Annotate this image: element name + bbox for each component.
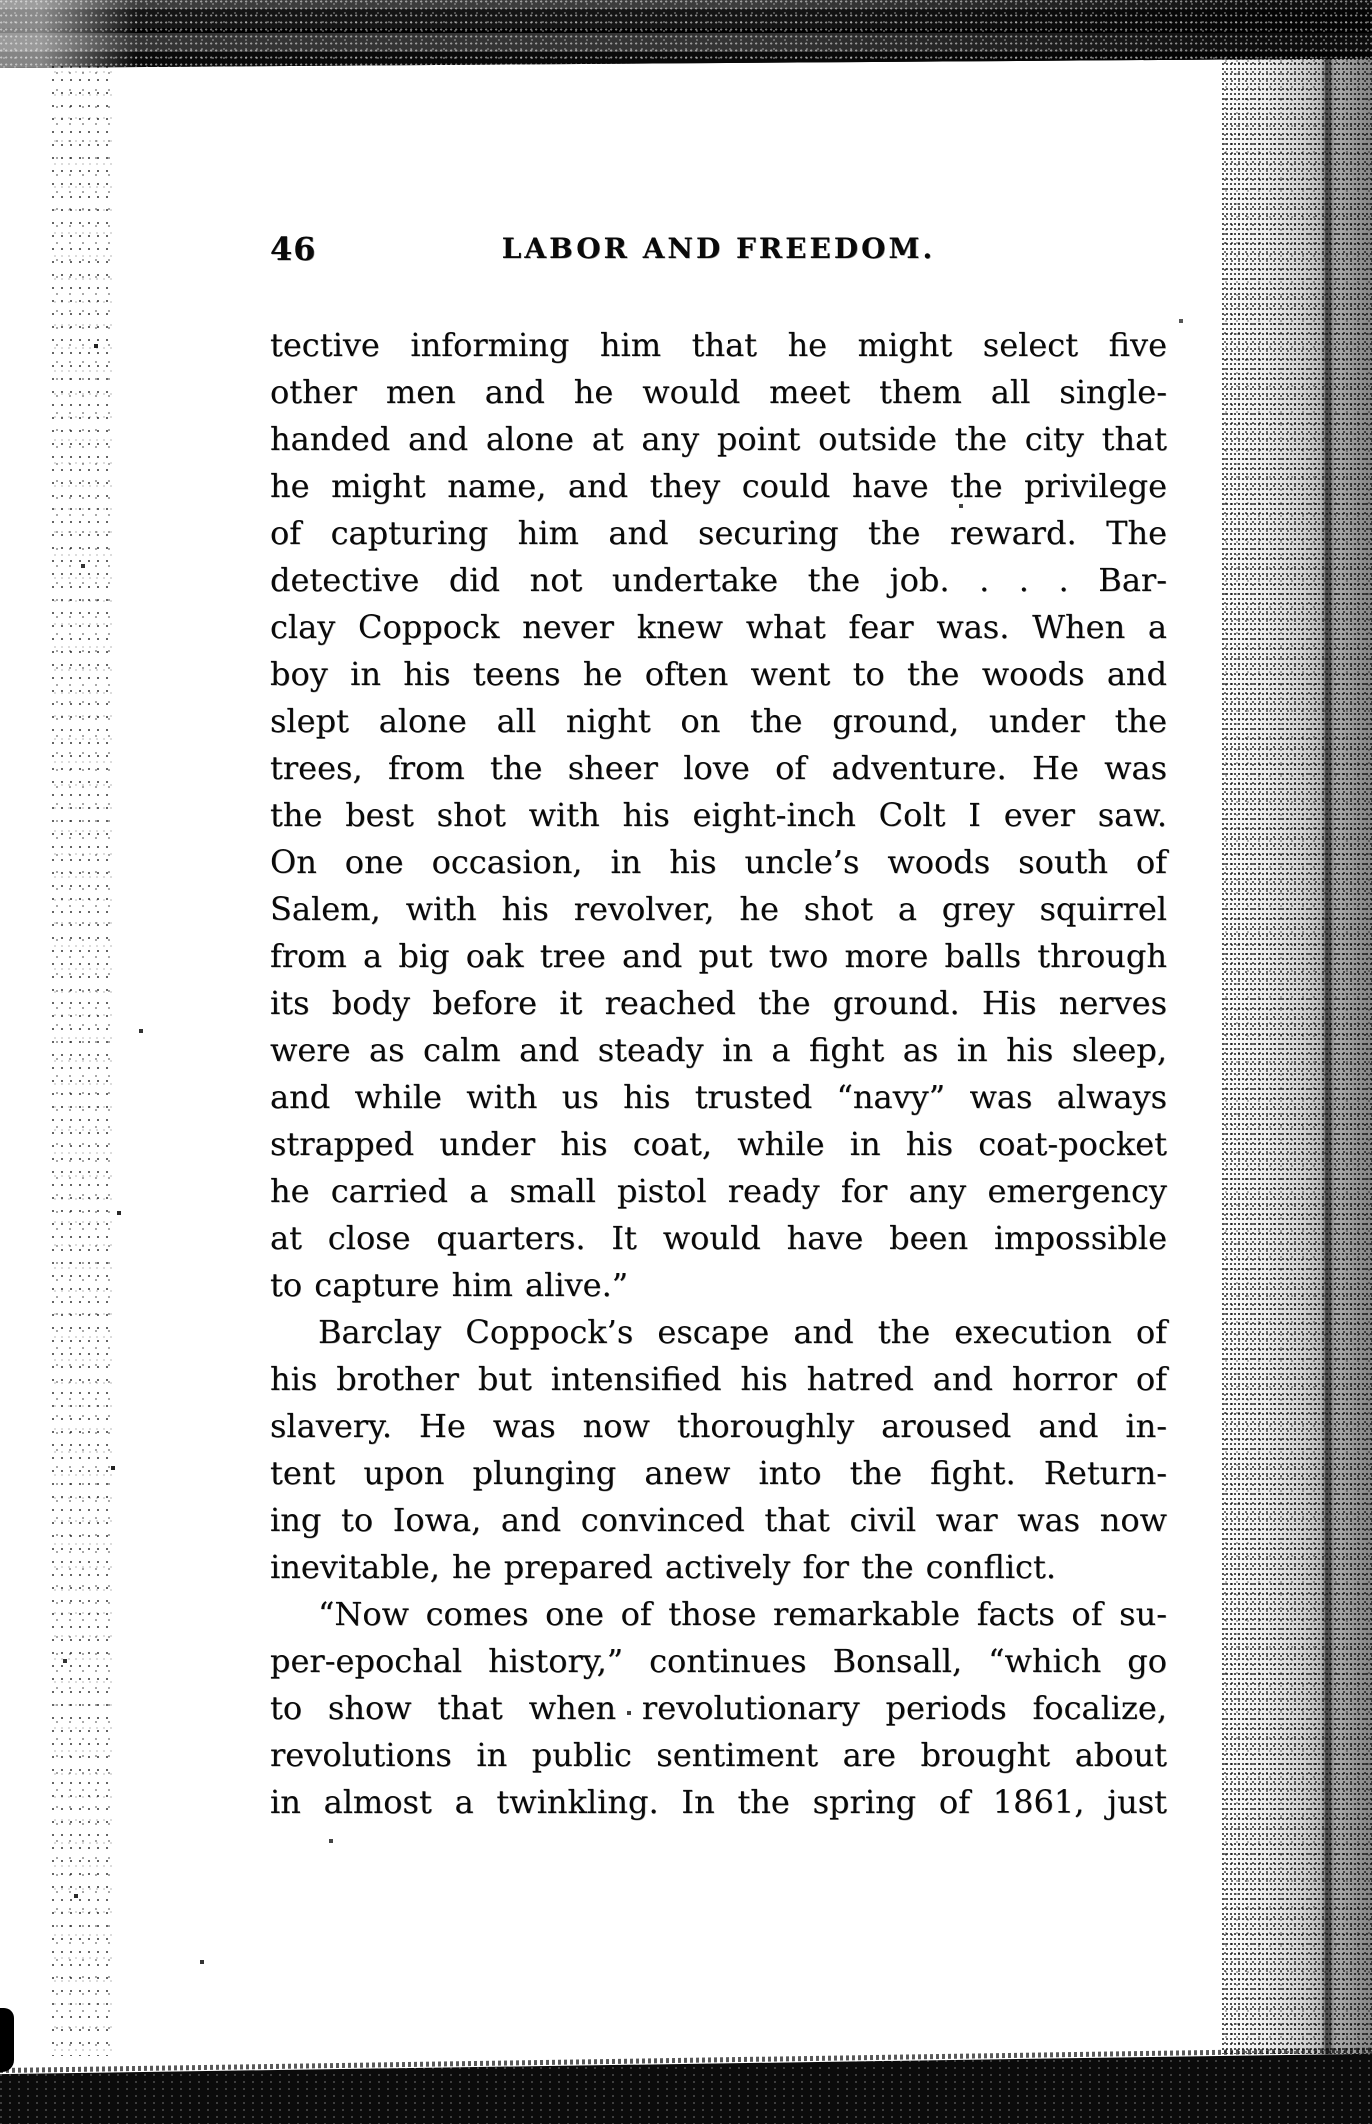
- text-line: he carried a small pistol ready for any emergency: [270, 1172, 1167, 1210]
- text-line: tective informing him that he might select five: [270, 326, 1167, 364]
- text-line: detective did not undertake the job. . . . Bar-: [270, 561, 1167, 599]
- text-line: its body before it reached the ground. His nerves: [270, 984, 1167, 1022]
- text-line: and while with us his trusted “navy” was always: [270, 1078, 1167, 1116]
- text-line: of capturing him and securing the reward. The: [270, 514, 1167, 552]
- page-number: 46: [270, 230, 317, 268]
- text-line: inevitable, he prepared actively for the conflict.: [270, 1548, 1056, 1586]
- text-line: were as calm and steady in a fight as in his sleep,: [270, 1031, 1167, 1069]
- text-line: slept alone all night on the ground, under the: [270, 702, 1167, 740]
- text-line: at close quarters. It would have been impossible: [270, 1219, 1167, 1257]
- body-text: [270, 322, 1167, 1826]
- scan-dust-specks: [0, 0, 2, 2]
- text-line: to show that when revolutionary periods focalize,: [270, 1689, 1167, 1727]
- scan-gutter-noise: [52, 66, 112, 2056]
- text-line: Salem, with his revolver, he shot a grey squirrel: [270, 890, 1167, 928]
- text-line: he might name, and they could have the privilege: [270, 467, 1167, 505]
- scan-right-edge-line: [1325, 58, 1331, 2054]
- text-line: the best shot with his eight-inch Colt I ever saw.: [270, 796, 1167, 834]
- text-line: clay Coppock never knew what fear was. When a: [270, 608, 1167, 646]
- text-line: boy in his teens he often went to the woods and: [270, 655, 1167, 693]
- text-line: other men and he would meet them all single-: [270, 373, 1167, 411]
- text-line: handed and alone at any point outside the city that: [270, 420, 1167, 458]
- text-line: to capture him alive.”: [270, 1266, 629, 1304]
- text-line: from a big oak tree and put two more balls through: [270, 937, 1167, 975]
- page-header: [270, 228, 1167, 274]
- text-line: strapped under his coat, while in his coat-pocket: [270, 1125, 1167, 1163]
- text-line: ing to Iowa, and convinced that civil war was now: [270, 1501, 1167, 1539]
- text-line: in almost a twinkling. In the spring of 1861, just: [270, 1783, 1167, 1821]
- text-line: revolutions in public sentiment are brought about: [270, 1736, 1167, 1774]
- text-line: slavery. He was now thoroughly aroused and in-: [270, 1407, 1167, 1445]
- text-line: Barclay Coppock’s escape and the execution of: [318, 1313, 1167, 1351]
- scan-top-binding-edge: [0, 0, 1372, 68]
- text-line: tent upon plunging anew into the fight. Return-: [270, 1454, 1167, 1492]
- text-line: trees, from the sheer love of adventure. He was: [270, 749, 1167, 787]
- text-line: per-epochal history,” continues Bonsall, “which go: [270, 1642, 1167, 1680]
- scan-right-page-edge: [1222, 58, 1372, 2054]
- scan-corner-mark: [0, 2008, 14, 2072]
- running-title: LABOR AND FREEDOM.: [501, 232, 936, 265]
- text-line: On one occasion, in his uncle’s woods south of: [270, 843, 1167, 881]
- text-line: his brother but intensified his hatred and horror of: [270, 1360, 1167, 1398]
- text-line: “Now comes one of those remarkable facts of su-: [318, 1595, 1167, 1633]
